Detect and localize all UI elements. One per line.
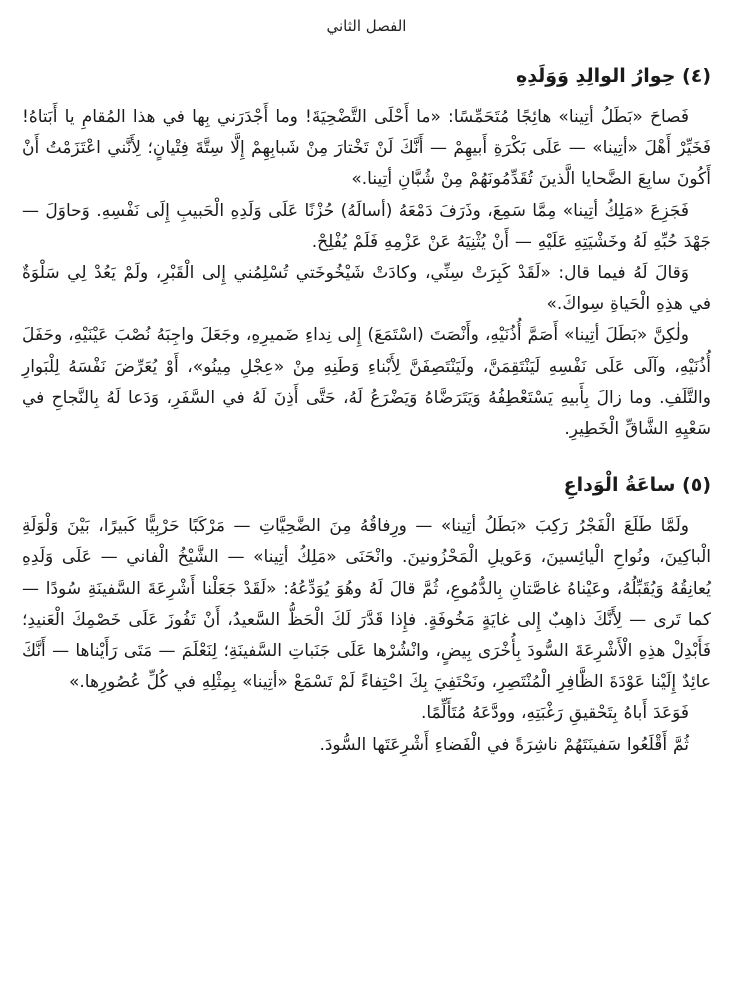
section-father-son-dialogue <box>22 62 711 445</box>
paragraph: وَقالَ لَهُ فيما قال: «لَقَدْ كَبِرَتْ سِنِّي، وكادَتْ شَيْخُوخَتي تُسْلِمُني إِلى الْقَبْرِ، ولَمْ يَعُدْ لِي سَلْوَةٌ في هذِهِ الْحَياةِ سِواكَ.» <box>22 263 711 315</box>
paragraph: فَجَزِعَ «مَلِكُ أتِينا» مِمَّا سَمِعَ، وذَرَفَ دَمْعَهُ (أسالَهُ) حُزْنًا عَلَى وَلَدِهِ الْحَبيبِ إِلَى نَفْسِهِ. وَحاوَلَ — جَهْدَ حُبِّهِ لَهُ وخَشْيَتِهِ عَلَيْهِ — أَنْ يُثْنِيَهُ عَنْ عَزْمِهِ فَلَمْ يُفْلِحْ. <box>22 200 711 252</box>
section-heading: (٤) حِوارُ الوالِدِ وَوَلَدِهِ <box>515 65 711 87</box>
paragraph: ولٰكِنَّ «بَطَلَ أتِينا» أَصَمَّ أُذُنَيْهِ، وأَنْصَتَ (اسْتَمَعَ) إِلى نِداءِ ضَميرِهِ، وجَعَلَ واجِبَهُ نُصْبَ عَيْنَيْهِ، وحَفَلَ أُذُنَيْهِ، وآلَى عَلَى نَفْسِهِ لَيَنْتَقِمَنَّ، ولَيَنْتَصِفَنَّ لِأَبْناءِ وَطَنِهِ مِنْ «عِجْلِ مِينُو»، أَوْ يُعَرِّضَ نَفْسَهُ لِلْبَوارِ والتَّلَفِ. وما زالَ بِأَبيهِ يَسْتَعْطِفُهُ وَيَتَرَضَّاهُ وَيَضْرَعُ لَهُ، حَتَّى أَذِنَ لَهُ في السَّفَرِ، وَدَعا لَهُ بِالنَّجاحِ في سَعْيِهِ الشَّاقِّ الْخَطِيرِ. <box>22 325 711 440</box>
chapter-running-header: الفصل الثاني <box>326 17 407 35</box>
paragraph: ولَمَّا طَلَعَ الْفَجْرُ رَكِبَ «بَطَلُ أتِينا» — ورِفاقُهُ مِنَ الضَّحِيَّاتِ — مَرْكَبًا حَرْبِيًّا كَبيرًا، بَيْنَ وَلْوَلَةِ الْباكِينَ، ونُواحِ الْيائِسينَ، وَعَويلِ الْمَحْزُونينَ. وانْحَنَى «مَلِكُ أتِينا» — الشَّيْخُ الْفاني — عَلَى وَلَدِهِ يُعانِقُهُ وَيُقَبِّلُهُ، وعَيْناهُ غاصَّتانِ بِالدُّمُوعِ، ثُمَّ قالَ لَهُ وهُوَ يُوَدِّعُهُ: «لَقَدْ جَعَلْنا أَشْرِعَةَ السَّفينَةِ سُودًا — كما تَرى — لِأَنَّكَ ذاهِبٌ إِلى غايَةٍ مَخُوفَةٍ. فإِذا قَدَّرَ لَكَ الْحَظُّ السَّعيدُ، أَنْ تَفُوزَ عَلَى خَصْمِكَ الْعَنيدِ؛ فَأَبْدِلْ هذِهِ الْأَشْرِعَةَ السُّودَ بِأُخْرَى بِيضٍ، وانْشُرْها عَلَى جَنَباتِ السَّفينَةِ؛ لِنَعْلَمَ — مَتَى رَأَيْناها — أَنَّكَ عائِدٌ إِلَيْنا عَوْدَةَ الظَّافِرِ الْمُنْتَصِرِ، ونَحْتَفِيَ بِكَ احْتِفاءً لَمْ تَسْمَعْ «أتِينا» بِمِثْلِهِ في كُلِّ عُصُورِها.» <box>22 516 711 693</box>
section-farewell-hour <box>22 471 711 761</box>
paragraph: فَوَعَدَ أَباهُ بِتَحْقيقِ رَغْبَتِهِ، وودَّعَهُ مُتَأَلِّمًا. <box>421 703 689 724</box>
paragraph: ثُمَّ أَقْلَعُوا سَفينَتَهُمْ ناشِرَةً في الْفَضاءِ أَشْرِعَتَها السُّودَ. <box>319 734 689 755</box>
section-spacer <box>22 445 711 471</box>
section-heading: (٥) ساعَةُ الْوَداعِ <box>563 474 711 497</box>
paragraph: فَصاحَ «بَطَلُ أتِينا» هائِجًا مُتَحَمِّسًا: «ما أَحْلَى التَّضْحِيَةَ! وما أَجْدَرَني بِها في هذا المُقامِ يا أَبَتاهُ! فَخَيِّرْ أَهْلَ «أتِينا» — عَلَى بَكْرَةِ أَبيهِمْ — أَنَّكَ لَنْ تَخْتارَ مِنْ شَبابِهِمْ إِلَّا سِتَّةَ فِتْيانٍ؛ لِأَنَّني اعْتَزَمْتُ أَنْ أَكُونَ سابِعَ الضَّحايا الَّذينَ تُقَدِّمُونَهُمْ مِنْ شُبَّانِ أتِينا.» <box>22 107 711 190</box>
